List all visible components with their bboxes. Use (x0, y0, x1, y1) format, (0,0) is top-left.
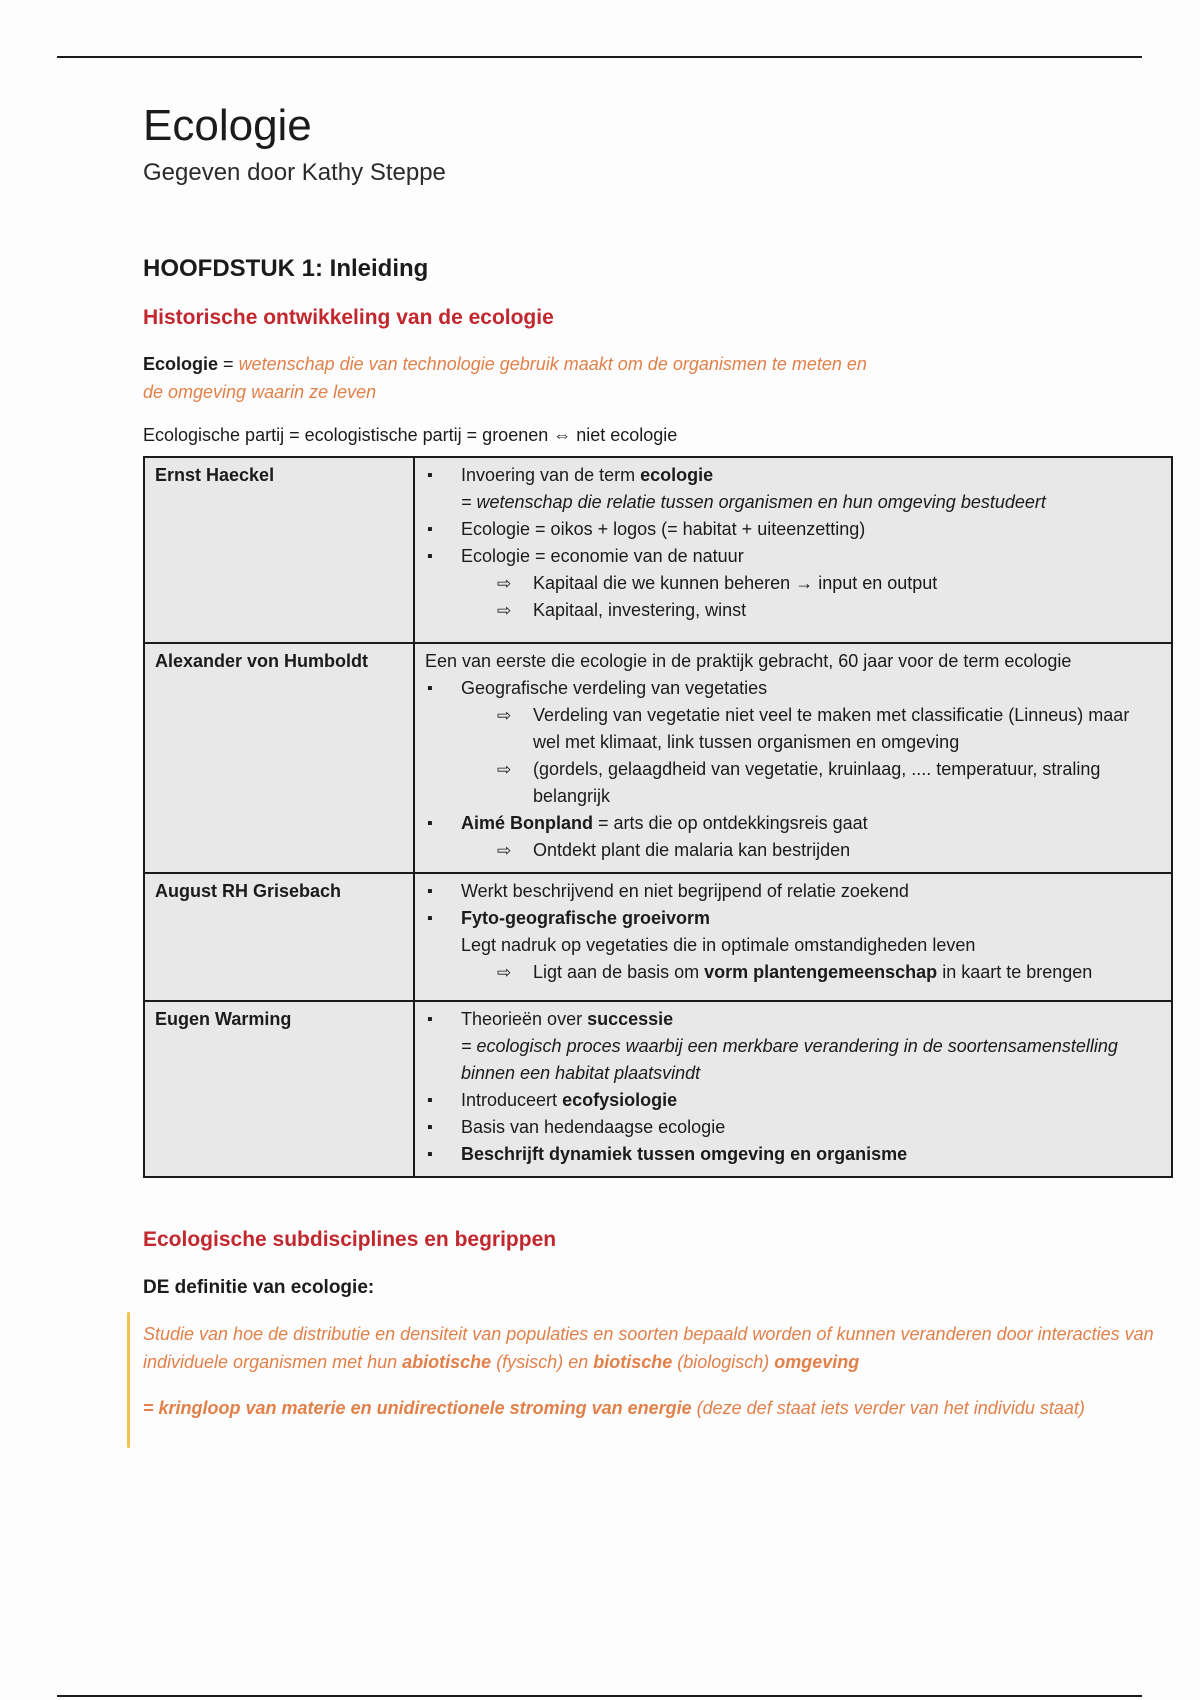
bullet-item: ▪ Beschrijft dynamiek tussen omgeving en organisme (425, 1141, 1161, 1168)
margin-highlight-bar (127, 1312, 130, 1398)
scientist-details (414, 643, 1172, 873)
definition-quote-1: Studie van hoe de distributie en densiteit van populaties en soorten bepaald worden of kunnen veranderen door interacties van individuele organismen met hun abiotische (fysisch) en biotische (biologisch) omgeving (143, 1320, 1173, 1376)
partij-statement: Ecologische partij = ecologistische partij = groenen ⇔ niet ecologie (143, 425, 678, 445)
bullet-item: ▪ Introduceert ecofysiologie (425, 1087, 1161, 1114)
scientist-details (414, 873, 1172, 1001)
bullet-item: ▪ Theorieën over successie (425, 1006, 1161, 1033)
arrow-subitem: ⇨ Kapitaal die we kunnen beheren → input en output (425, 570, 1161, 597)
bullet-item: ▪ Fyto-geografische groeivorm (425, 905, 1161, 932)
intro-text: Een van eerste die ecologie in de praktijk gebracht, 60 jaar voor de term ecologie (425, 651, 1072, 671)
bottom-rule (57, 1695, 1142, 1697)
scientist-name: August RH Grisebach (144, 873, 414, 1001)
document-title: Ecologie (143, 101, 312, 150)
arrow-subitem: ⇨ Kapitaal, investering, winst (425, 597, 1161, 624)
definition-term: Ecologie (143, 354, 219, 374)
ecologie-definition (143, 350, 1173, 406)
arrow-subitem: ⇨ Ligt aan de basis om vorm plantengemeenschap in kaart te brengen (425, 959, 1161, 986)
margin-highlight-bar (127, 1390, 130, 1448)
table-row (144, 643, 1172, 873)
bullet-item: ▪ Invoering van de term ecologie (425, 462, 1161, 489)
definition-text-line1: wetenschap die van technologie gebruik maakt om de organismen te meten en (238, 354, 867, 374)
table-row (144, 1001, 1172, 1177)
table-row (144, 873, 1172, 1001)
bullet-item: ▪ Ecologie = oikos + logos (= habitat + uiteenzetting) (425, 516, 1161, 543)
bullet-continuation: = wetenschap die relatie tussen organismen en hun omgeving bestudeert (461, 492, 1046, 512)
section-heading-history: Historische ontwikkeling van de ecologie (143, 306, 554, 329)
document-subtitle: Gegeven door Kathy Steppe (143, 159, 446, 186)
scientist-name: Alexander von Humboldt (144, 643, 414, 873)
bullet-continuation: Legt nadruk op vegetaties die in optimale omstandigheden leven (461, 935, 976, 955)
definition-text-line2: de omgeving waarin ze leven (143, 382, 377, 402)
bullet-continuation: = ecologisch proces waarbij een merkbare verandering in de soortensamenstelling binnen een habitat plaatsvindt (461, 1036, 1118, 1083)
page-content (143, 100, 1173, 1422)
section-heading-subdisciplines: Ecologische subdisciplines en begrippen (143, 1228, 557, 1251)
definition-quote-2: = kringloop van materie en unidirectionele stroming van energie (deze def staat iets verder van het individu staat) (143, 1394, 1173, 1422)
arrow-subitem: ⇨ (gordels, gelaagdheid van vegetatie, kruinlaag, .... temperatuur, straling belangrijk (425, 756, 1161, 810)
definition-heading: DE definitie van ecologie: (143, 1277, 375, 1298)
chapter-heading: HOOFDSTUK 1: Inleiding (143, 255, 429, 282)
arrow-subitem: ⇨ Ontdekt plant die malaria kan bestrijden (425, 837, 1161, 864)
bullet-item: ▪ Aimé Bonpland = arts die op ontdekkingsreis gaat (425, 810, 1161, 837)
bullet-item: ▪ Basis van hedendaagse ecologie (425, 1114, 1161, 1141)
table-row (144, 457, 1172, 643)
arrow-subitem: ⇨ Verdeling van vegetatie niet veel te maken met classificatie (Linneus) maar wel met klimaat, link tussen organismen en omgeving (425, 702, 1161, 756)
scientist-details (414, 1001, 1172, 1177)
bullet-item: ▪ Werkt beschrijvend en niet begrijpend of relatie zoekend (425, 878, 1161, 905)
history-table (143, 456, 1173, 1178)
definition-eq: = (223, 354, 234, 374)
bullet-item: ▪ Ecologie = economie van de natuur (425, 543, 1161, 570)
scientist-details (414, 457, 1172, 643)
scientist-name: Ernst Haeckel (144, 457, 414, 643)
bullet-item: ▪ Geografische verdeling van vegetaties (425, 675, 1161, 702)
top-rule (57, 56, 1142, 58)
scientist-name: Eugen Warming (144, 1001, 414, 1177)
